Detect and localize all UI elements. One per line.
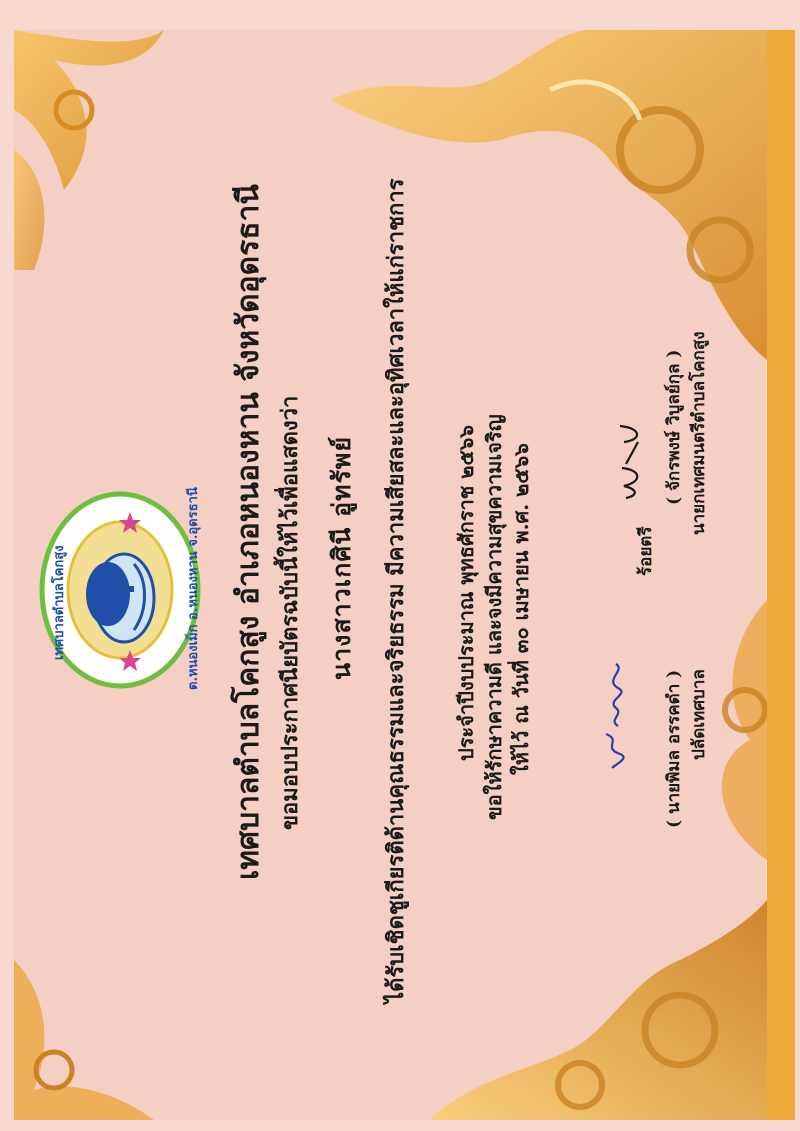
top-left-ornament: [14, 30, 184, 270]
certificate-subtitle: ขอมอบประกาศนียบัตรฉบับนี้ให้ไว้เพื่อแสดงว่า: [277, 395, 303, 830]
certificate-title: เทศบาลตำบลโคกสูง อำเภอหนองหาน จังหวัดอุดรธานี: [231, 184, 266, 880]
right-signatory-rank: ร้อยตรี: [636, 526, 656, 576]
left-signatory-name: ( นายพิมล อรรคดำ ): [664, 669, 684, 828]
left-signatory-position: ปลัดเทศบาล: [689, 669, 709, 760]
seal-bottom-text: ต.หนองเม็ก อ.หนองหาน จ.อุดรธานี: [186, 487, 201, 690]
right-signatory-name: ( จักรพงษ์ วิบูลย์กุล ): [664, 349, 684, 505]
left-signature-image: [596, 660, 636, 770]
blessing-line: ขอให้รักษาความดี และจงมีความสุขความเจริญ: [482, 414, 506, 820]
fiscal-year-line: ประจำปีงบประมาณ พุทธศักราช ๒๕๖๖: [454, 425, 478, 761]
certificate-statement: ได้รับเชิดชูเกียรติด้านคุณธรรมและจริยธรรม มีความเสียสละและอุทิศเวลาให้แก่ราชการ: [383, 178, 409, 1003]
seal-top-text: เทศบาลตำบลโคกสูง: [52, 545, 67, 660]
bottom-right-ornament: [430, 900, 767, 1120]
gold-edge-strip: [767, 30, 795, 1120]
bottom-left-ornament: [14, 960, 154, 1120]
given-date-line: ให้ไว้ ณ วันที่ ๓๐ เมษายน พ.ศ. ๒๕๖๖: [509, 443, 533, 775]
right-signature-image: [612, 420, 652, 500]
right-signatory-position: นายกเทศมนตรีตำบลโคกสูง: [689, 331, 709, 535]
recipient-name: นางสาวเกศินี อู่ทรัพย์: [327, 435, 356, 680]
